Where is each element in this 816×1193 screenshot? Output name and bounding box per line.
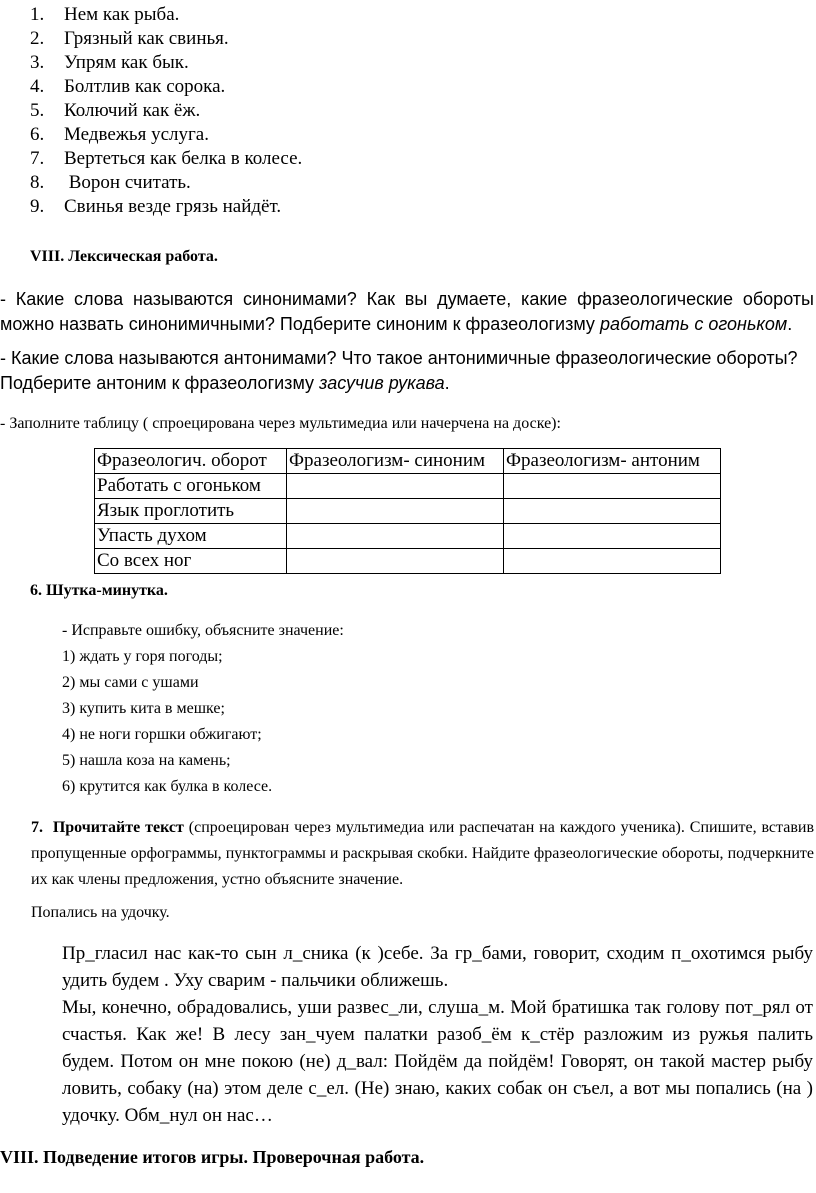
list-item: 4) не ноги горшки обжигают; (62, 726, 262, 743)
table-cell (504, 524, 721, 549)
list-item: 4. Болтлив как сорока. (30, 76, 226, 97)
question-synonym: - Какие слова называются синонимами? Как вы думаете, какие фразеологические обороты можно назвать синонимичными? Подберите синоним к фразеологизму работать с огоньком. (0, 289, 814, 334)
text-title: Попались на удочку. (31, 904, 170, 921)
list-item: 5. Колючий как ёж. (30, 100, 201, 121)
table-row (95, 499, 721, 524)
list-item: 9. Свинья везде грязь найдёт. (30, 196, 282, 217)
list-item: 2. Грязный как свинья. (30, 28, 229, 49)
table-cell (504, 474, 721, 499)
table-cell (287, 549, 504, 574)
table-cell: Язык проглотить (95, 499, 287, 524)
table-cell (287, 499, 504, 524)
list-item: 6. Медвежья услуга. (30, 124, 209, 145)
list-item: 1) ждать у горя погоды; (62, 648, 223, 665)
idioms-table (94, 448, 721, 574)
table-header-cell: Фразеологизм- антоним (504, 449, 721, 474)
table-header-cell: Фразеологизм- синоним (287, 449, 504, 474)
list-item: 5) нашла коза на камень; (62, 752, 231, 769)
section-heading-joke: 6. Шутка-минутка. (30, 582, 168, 599)
table-instruction: - Заполните таблицу ( спроецирована через мультимедиа или начерчена на доске): (0, 415, 561, 432)
table-header-cell: Фразеологич. оборот (95, 449, 287, 474)
text-paragraph: Пр_гласил нас как-то сын л_сника (к )себе. За гр_бами, говорит, сходим п_охотимся рыбу удить будем . Уху сварим - пальчики оближешь. (62, 943, 813, 991)
table-cell (504, 549, 721, 574)
list-item: 3) купить кита в мешке; (62, 700, 225, 717)
list-item: 3. Упрям как бык. (30, 52, 189, 73)
table-cell (287, 524, 504, 549)
section7-instruction: 7. Прочитайте текст (спроецирован через мультимедиа или распечатан на каждого ученика). Спишите, вставив пропущенные орфограммы, пунктограммы и раскрывая скобки. Найдите фразеологические обороты, подчеркните их как члены предложения, устно объясните значение. (31, 819, 814, 888)
table-row (95, 524, 721, 549)
table-cell: Работать с огоньком (95, 474, 287, 499)
table-cell (504, 499, 721, 524)
table-cell: Упасть духом (95, 524, 287, 549)
list-item: 7. Вертеться как белка в колесе. (30, 148, 303, 169)
joke-instruction: - Исправьте ошибку, объясните значение: (62, 622, 344, 639)
table-row (95, 474, 721, 499)
table-row (95, 549, 721, 574)
list-item: 6) крутится как булка в колесе. (62, 778, 273, 795)
question-antonym: - Какие слова называются антонимами? Что такое антонимичные фразеологические обороты? Подберите антоним к фразеологизму засучив рукава. (0, 348, 798, 393)
section-heading-lexical: VIII. Лексическая работа. (30, 248, 218, 265)
list-item: 8. Ворон считать. (30, 172, 191, 193)
section-heading-final: VIII. Подведение итогов игры. Проверочная работа. (0, 1147, 425, 1167)
text-paragraph: Мы, конечно, обрадовались, уши развес_ли, слуша_м. Мой братишка так голову пот_рял от счастья. Как же! В лесу зан_чуем палатки разоб_ём к_стёр разложим из ружья палить будем. Потом он мне покою (не) д_вал: Пойдём да пойдём! Говорят, он такой мастер рыбу ловить, собаку (на) этом деле с_ел. (Не) знаю, каких собак он съел, а вот мы попались (на ) удочку. Обм_нул он нас… (62, 997, 813, 1126)
list-item: 2) мы сами с ушами (62, 674, 199, 691)
list-item: 1. Нем как рыба. (30, 4, 180, 25)
table-header-row (95, 449, 721, 474)
table-cell (287, 474, 504, 499)
table-cell: Со всех ног (95, 549, 287, 574)
